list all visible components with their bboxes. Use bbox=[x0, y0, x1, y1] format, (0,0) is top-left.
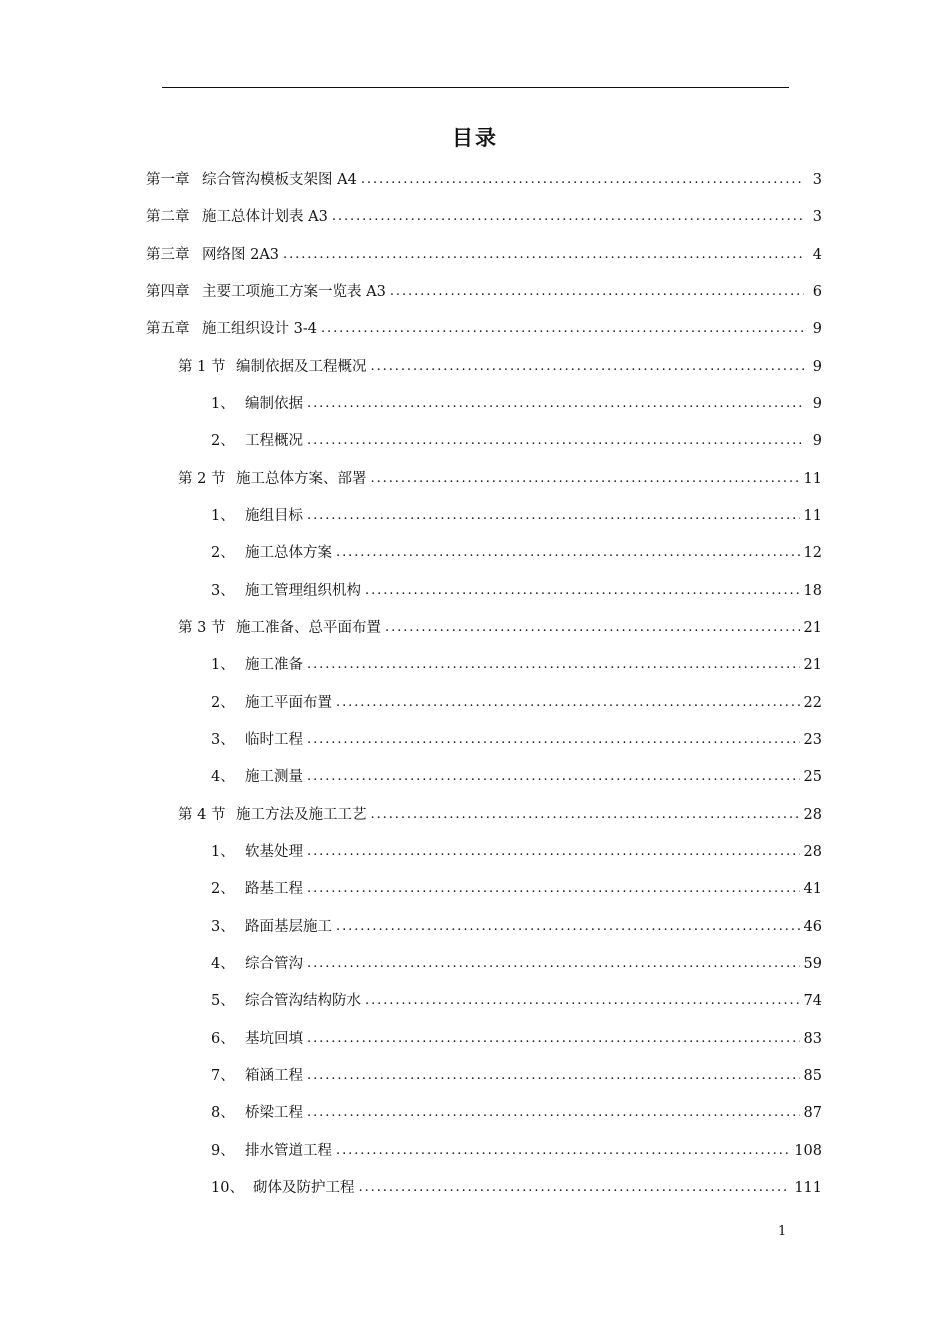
toc-entry[interactable] bbox=[211, 693, 822, 713]
toc-entry-number: 第一章 bbox=[146, 172, 190, 188]
toc-entry-number: 第 1 节 bbox=[178, 359, 226, 375]
dot-leader bbox=[336, 542, 800, 563]
dot-leader bbox=[365, 580, 800, 601]
toc-entry[interactable] bbox=[211, 1029, 822, 1049]
toc-entry-page: 18 bbox=[803, 583, 822, 599]
dot-leader bbox=[307, 505, 800, 526]
toc-entry-number: 1、 bbox=[211, 657, 235, 673]
toc-entry[interactable] bbox=[211, 655, 822, 675]
toc-entry-number: 8、 bbox=[211, 1105, 235, 1121]
toc-entry-page: 87 bbox=[803, 1105, 822, 1121]
toc-entry[interactable] bbox=[211, 1178, 822, 1198]
toc-entry-title: 施工管理组织机构 bbox=[245, 583, 361, 599]
toc-entry-number: 第 4 节 bbox=[178, 807, 226, 823]
toc-entry-page: 28 bbox=[803, 844, 822, 860]
toc-entry-page: 9 bbox=[812, 396, 822, 412]
dot-leader bbox=[361, 169, 804, 190]
toc-entry-title: 编制依据 bbox=[245, 396, 303, 412]
toc-entry[interactable] bbox=[146, 170, 822, 190]
toc-entry-page: 12 bbox=[803, 545, 822, 561]
toc-entry[interactable] bbox=[211, 506, 822, 526]
toc-entry[interactable] bbox=[146, 282, 822, 302]
toc-entry-title: 排水管道工程 bbox=[245, 1143, 332, 1159]
dot-leader bbox=[307, 1028, 800, 1049]
toc-entry-page: 74 bbox=[803, 993, 822, 1009]
toc-entry[interactable] bbox=[211, 917, 822, 937]
toc-entry[interactable] bbox=[178, 618, 822, 638]
toc-entry-title: 施工组织设计 3-4 bbox=[202, 321, 317, 337]
toc-entry-number: 第四章 bbox=[146, 284, 190, 300]
toc-entry-number: 1、 bbox=[211, 396, 235, 412]
toc-entry-page: 25 bbox=[803, 769, 822, 785]
toc-entry-page: 11 bbox=[803, 471, 822, 487]
dot-leader bbox=[390, 281, 804, 302]
toc-entry[interactable] bbox=[211, 1103, 822, 1123]
toc-entry-page: 9 bbox=[812, 359, 822, 375]
toc-entry-page: 111 bbox=[794, 1180, 822, 1196]
toc-entry-number: 2、 bbox=[211, 433, 235, 449]
toc-entry-number: 2、 bbox=[211, 881, 235, 897]
toc-entry-page: 9 bbox=[812, 433, 822, 449]
toc-entry-number: 5、 bbox=[211, 993, 235, 1009]
dot-leader bbox=[365, 990, 800, 1011]
dot-leader bbox=[307, 729, 800, 750]
toc-entry-page: 108 bbox=[794, 1143, 822, 1159]
toc-entry-title: 施组目标 bbox=[245, 508, 303, 524]
toc-entry-title: 综合管沟模板支架图 A4 bbox=[202, 172, 357, 188]
toc-entry-number: 第二章 bbox=[146, 209, 190, 225]
toc-entry[interactable] bbox=[211, 991, 822, 1011]
toc-entry-title: 施工准备 bbox=[245, 657, 303, 673]
toc-entry[interactable] bbox=[211, 730, 822, 750]
toc-entry-title: 临时工程 bbox=[245, 732, 303, 748]
toc-entry-number: 第 3 节 bbox=[178, 620, 226, 636]
dot-leader bbox=[307, 1102, 800, 1123]
toc-entry-title: 施工准备、总平面布置 bbox=[236, 620, 381, 636]
toc-entry-number: 7、 bbox=[211, 1068, 235, 1084]
toc-entry-title: 工程概况 bbox=[245, 433, 303, 449]
toc-entry[interactable] bbox=[146, 207, 822, 227]
toc-entry[interactable] bbox=[211, 431, 822, 451]
toc-entry-page: 46 bbox=[803, 919, 822, 935]
dot-leader bbox=[307, 953, 800, 974]
dot-leader bbox=[385, 617, 800, 638]
toc-entry-title: 软基处理 bbox=[245, 844, 303, 860]
toc-entry-title: 综合管沟 bbox=[245, 956, 303, 972]
dot-leader bbox=[283, 244, 804, 265]
toc-entry[interactable] bbox=[211, 1141, 822, 1161]
toc-entry-title: 基坑回填 bbox=[245, 1031, 303, 1047]
toc-entry[interactable] bbox=[211, 394, 822, 414]
toc-entry-title: 施工平面布置 bbox=[245, 695, 332, 711]
toc-entry-title: 施工总体计划表 A3 bbox=[202, 209, 328, 225]
toc-entry-number: 3、 bbox=[211, 583, 235, 599]
toc-entry-title: 箱涵工程 bbox=[245, 1068, 303, 1084]
dot-leader bbox=[371, 468, 800, 489]
toc-entry-page: 3 bbox=[812, 172, 822, 188]
toc-entry-title: 路基工程 bbox=[245, 881, 303, 897]
dot-leader bbox=[307, 766, 800, 787]
toc-title: 目录 bbox=[452, 126, 498, 150]
dot-leader bbox=[336, 916, 800, 937]
toc-entry-title: 施工总体方案 bbox=[245, 545, 332, 561]
toc-entry[interactable] bbox=[211, 543, 822, 563]
dot-leader bbox=[336, 692, 800, 713]
toc-entry[interactable] bbox=[211, 1066, 822, 1086]
toc-entry-page: 41 bbox=[803, 881, 822, 897]
toc-entry[interactable] bbox=[211, 842, 822, 862]
dot-leader bbox=[336, 1140, 790, 1161]
dot-leader bbox=[371, 356, 805, 377]
toc-entry-page: 4 bbox=[812, 247, 822, 263]
toc-entry[interactable] bbox=[211, 581, 822, 601]
dot-leader bbox=[307, 430, 804, 451]
toc-entry-title: 主要工项施工方案一览表 A3 bbox=[202, 284, 386, 300]
dot-leader bbox=[359, 1177, 791, 1198]
dot-leader bbox=[307, 393, 804, 414]
toc-entry-number: 1、 bbox=[211, 508, 235, 524]
toc-entry-title: 施工方法及施工工艺 bbox=[236, 807, 367, 823]
toc-entry-title: 编制依据及工程概况 bbox=[236, 359, 367, 375]
toc-entry-number: 2、 bbox=[211, 545, 235, 561]
toc-entry-page: 59 bbox=[803, 956, 822, 972]
toc-entry-page: 22 bbox=[803, 695, 822, 711]
toc-entry-number: 9、 bbox=[211, 1143, 235, 1159]
toc-entry[interactable] bbox=[211, 879, 822, 899]
toc-entry-number: 3、 bbox=[211, 732, 235, 748]
toc-entry[interactable] bbox=[146, 319, 822, 339]
toc-entry-page: 83 bbox=[803, 1031, 822, 1047]
toc-entry-number: 10、 bbox=[211, 1180, 244, 1196]
toc-entry-title: 桥梁工程 bbox=[245, 1105, 303, 1121]
toc-entry[interactable] bbox=[146, 245, 822, 265]
toc-entry[interactable] bbox=[211, 767, 822, 787]
toc-entry-page: 23 bbox=[803, 732, 822, 748]
toc-entry-page: 3 bbox=[812, 209, 822, 225]
toc-entry-number: 第 2 节 bbox=[178, 471, 226, 487]
toc-entry-page: 9 bbox=[812, 321, 822, 337]
toc-entry-page: 21 bbox=[803, 620, 822, 636]
toc-entry-number: 4、 bbox=[211, 769, 235, 785]
toc-entry-title: 综合管沟结构防水 bbox=[245, 993, 361, 1009]
toc-entry-title: 砌体及防护工程 bbox=[253, 1180, 355, 1196]
dot-leader bbox=[307, 841, 800, 862]
toc-entry-number: 3、 bbox=[211, 919, 235, 935]
toc-entry-number: 第五章 bbox=[146, 321, 190, 337]
toc-entry-number: 4、 bbox=[211, 956, 235, 972]
toc-entry-title: 施工总体方案、部署 bbox=[236, 471, 367, 487]
toc-entry[interactable] bbox=[178, 357, 822, 377]
toc-entry[interactable] bbox=[178, 805, 822, 825]
toc-entry-title: 网络图 2A3 bbox=[202, 247, 280, 263]
toc-entry[interactable] bbox=[178, 469, 822, 489]
dot-leader bbox=[371, 804, 800, 825]
dot-leader bbox=[307, 654, 800, 675]
toc-entry-title: 路面基层施工 bbox=[245, 919, 332, 935]
dot-leader bbox=[332, 206, 804, 227]
dot-leader bbox=[307, 1065, 800, 1086]
dot-leader bbox=[321, 318, 804, 339]
toc-entry[interactable] bbox=[211, 954, 822, 974]
dot-leader bbox=[307, 878, 800, 899]
toc-entry-number: 第三章 bbox=[146, 247, 190, 263]
toc-entry-number: 6、 bbox=[211, 1031, 235, 1047]
toc-entry-page: 6 bbox=[812, 284, 822, 300]
toc-entry-page: 11 bbox=[803, 508, 822, 524]
toc-entry-number: 1、 bbox=[211, 844, 235, 860]
toc-entry-page: 28 bbox=[803, 807, 822, 823]
toc-entry-number: 2、 bbox=[211, 695, 235, 711]
toc-entry-page: 85 bbox=[803, 1068, 822, 1084]
page-number: 1 bbox=[778, 1224, 787, 1239]
toc-entry-title: 施工测量 bbox=[245, 769, 303, 785]
toc-entry-page: 21 bbox=[803, 657, 822, 673]
